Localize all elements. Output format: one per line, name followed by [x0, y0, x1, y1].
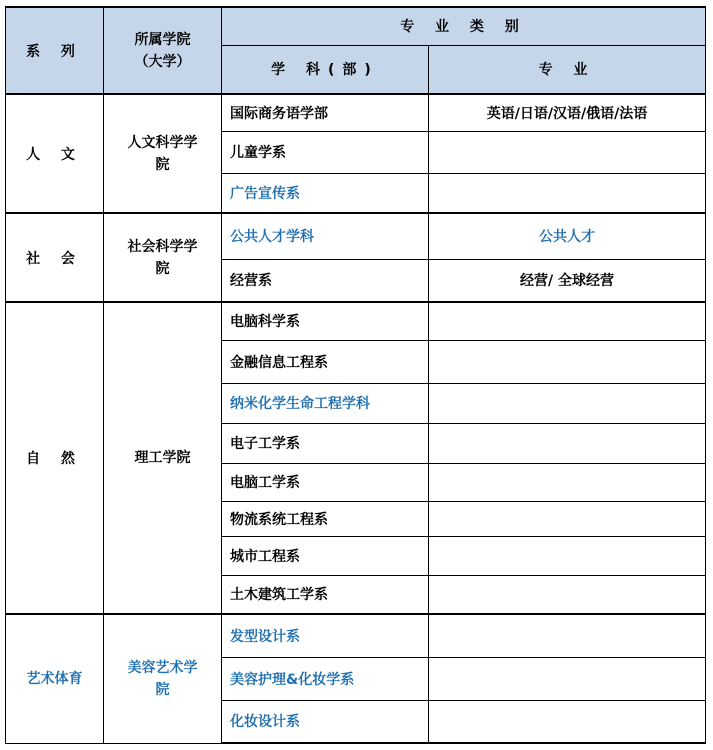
dept-cell: 公共人才学科	[222, 213, 429, 259]
header-college-line1: 所属学院	[134, 31, 191, 48]
college-social	[104, 213, 222, 302]
college-beauty-arts	[104, 614, 222, 743]
major-cell	[429, 700, 706, 743]
college-natural: 理工学院	[104, 302, 222, 614]
college-social-text: 社会科学学院	[127, 238, 198, 277]
header-college-line2: （大学）	[134, 53, 191, 70]
dept-cell: 金融信息工程系	[222, 340, 429, 383]
dept-cell: 化妆设计系	[222, 700, 429, 743]
college-beauty-arts-text: 美容艺术学院	[127, 659, 198, 698]
category-arts-sports: 艺术体育	[6, 614, 104, 743]
major-cell	[429, 340, 706, 383]
dept-cell: 广告宣传系	[222, 173, 429, 213]
dept-cell: 城市工程系	[222, 536, 429, 575]
table-row	[6, 94, 706, 131]
header-department: 学 科(部)	[222, 45, 429, 94]
major-cell: 英语/日语/汉语/俄语/法语	[429, 94, 706, 131]
header-major-category: 专 业 类 别	[222, 7, 706, 45]
table-row	[6, 213, 706, 259]
dept-cell: 电脑工学系	[222, 463, 429, 501]
college-humanities-text: 人文科学学院	[127, 134, 198, 173]
major-cell: 公共人才	[429, 213, 706, 259]
dept-cell: 电脑科学系	[222, 302, 429, 340]
major-cell	[429, 536, 706, 575]
dept-cell: 发型设计系	[222, 614, 429, 657]
header-college	[104, 7, 222, 94]
table-row	[6, 302, 706, 340]
dept-cell: 国际商务语学部	[222, 94, 429, 131]
dept-cell: 经营系	[222, 259, 429, 302]
major-cell	[429, 302, 706, 340]
dept-cell: 土木建筑工学系	[222, 575, 429, 614]
major-cell	[429, 383, 706, 423]
dept-cell: 儿童学系	[222, 131, 429, 173]
dept-cell: 物流系统工程系	[222, 501, 429, 536]
major-cell	[429, 657, 706, 700]
major-cell	[429, 463, 706, 501]
major-cell	[429, 131, 706, 173]
major-cell: 经营/ 全球经营	[429, 259, 706, 302]
header-series: 系 列	[6, 7, 104, 94]
category-humanities: 人 文	[6, 94, 104, 213]
major-cell	[429, 173, 706, 213]
dept-cell: 电子工学系	[222, 423, 429, 463]
dept-cell: 美容护理&化妆学系	[222, 657, 429, 700]
major-cell	[429, 423, 706, 463]
category-natural: 自 然	[6, 302, 104, 614]
dept-cell: 纳米化学生命工程学科	[222, 383, 429, 423]
header-major: 专 业	[429, 45, 706, 94]
college-humanities	[104, 94, 222, 213]
major-cell	[429, 614, 706, 657]
program-table	[5, 6, 706, 744]
table-row	[6, 614, 706, 657]
category-social: 社 会	[6, 213, 104, 302]
major-cell	[429, 575, 706, 614]
major-cell	[429, 501, 706, 536]
